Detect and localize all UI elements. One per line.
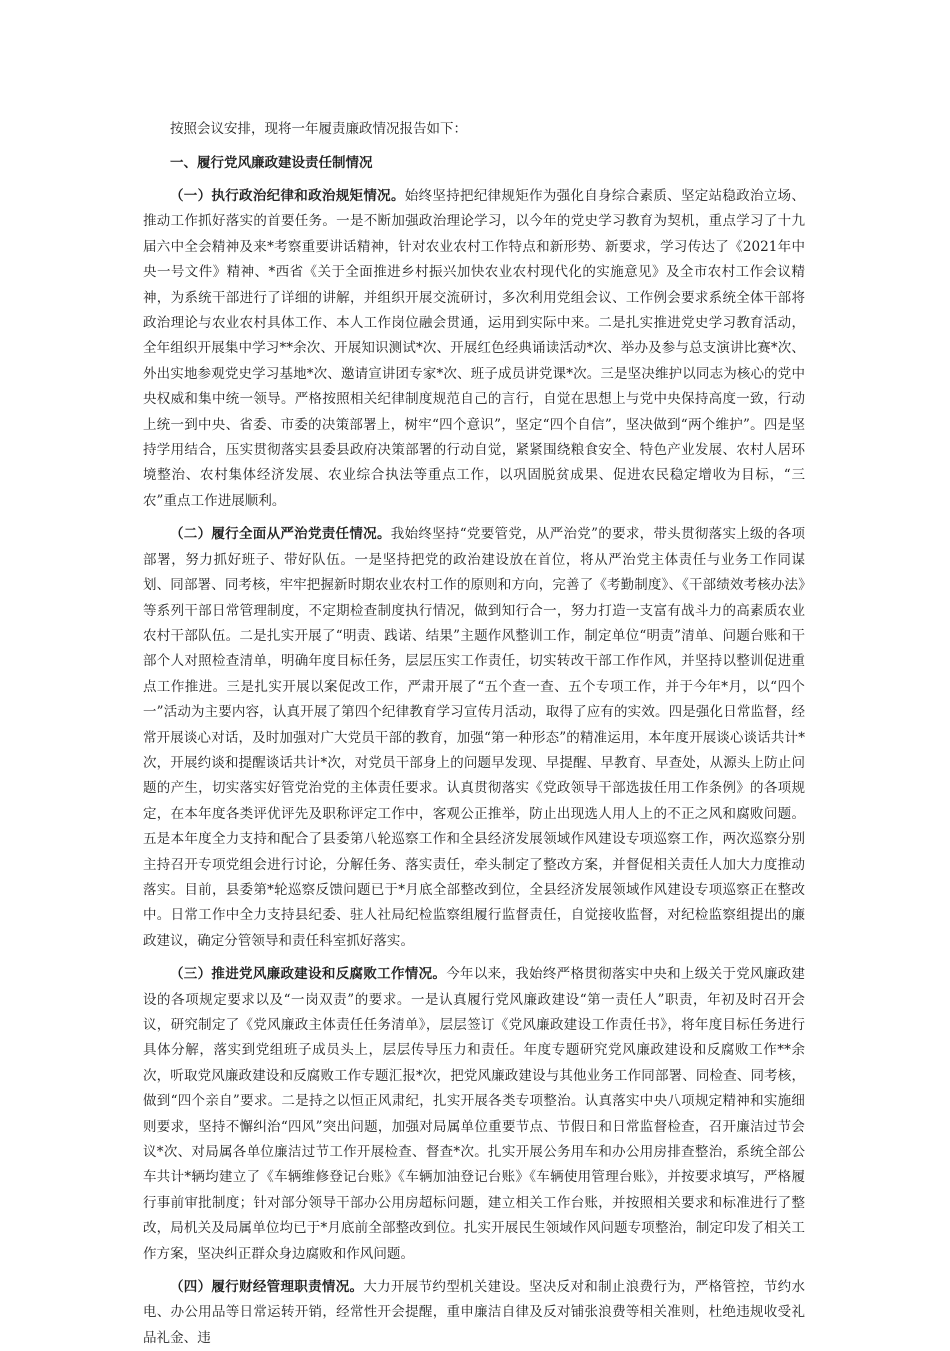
paragraph-party-governance (143, 522, 805, 954)
paragraph-body: 我始终坚持“党要管党，从严治党”的要求，带头贯彻落实上级的各项部署，努力抓好班子、带好队伍。一是坚持把党的政治建设放在首位，将从严治党主体责任与业务工作同谋划、同部署、同考核，牢牢把握新时期农业农村工作的原则和方向，完善了《考勤制度》、《干部绩效考核办法》等系列干部日常管理制度，不定期检查制度执行情况，做到知行合一，努力打造一支富有战斗力的高素质农业农村干部队伍。二是扎实开展了“明责、践诺、结果”主题作风整训工作，制定单位“明责”清单、问题台账和干部个人对照检查清单，明确年度目标任务，层层压实工作责任，切实转改干部工作作风，并坚持以整训促进重点工作推进。三是扎实开展以案促改工作，严肃开展了“五个查一查、五个专项工作，并于今年*月，以“四个一”活动为主要内容，认真开展了第四个纪律教育学习宣传月活动，取得了应有的实效。四是强化日常监督，经常开展谈心对话，及时加强对广大党员干部的教育，加强“第一种形态”的精准运用，本年度开展谈心谈话共计*次，开展约谈和提醒谈话共计*次，对党员干部身上的问题早发现、早提醒、早教育、早查处，从源头上防止问题的产生，切实落实好管党治党的主体责任要求。认真贯彻落实《党政领导干部选拔任用工作条例》的各项规定，在本年度各类评优评先及职称评定工作中，客观公正推举，防止出现选人用人上的不正之风和腐败问题。五是本年度全力支持和配合了县委第八轮巡察工作和全县经济发展领域作风建设专项巡察工作，两次巡察分别主持召开专项党组会进行讨论，分解任务、落实责任，牵头制定了整改方案，并督促相关责任人加大力度推动落实。目前，县委第*轮巡察反馈问题已于*月底全部整改到位，全县经济发展领域作风建设专项巡察正在整改中。日常工作中全力支持县纪委、驻人社局纪检监察组履行监督责任，自觉接收监督，对纪检监察组提出的廉政建议，确定分管领导和责任科室抓好落实。 (143, 526, 805, 949)
paragraph-political-discipline (143, 184, 805, 514)
paragraph-anti-corruption (143, 962, 805, 1267)
subheading-political-discipline: （一）执行政治纪律和政治规矩情况。 (170, 188, 405, 204)
paragraph-body: 始终坚持把纪律规矩作为强化自身综合素质、坚定站稳政治立场、推动工作抓好落实的首要任务。一是不断加强政治理论学习，以今年的党史学习教育为契机，重点学习了十九届六中全会精神及来*考察重要讲话精神，针对农业农村工作特点和新形势、新要求，学习传达了《2021年中央一号文件》精神、*西省《关于全面推进乡村振兴加快农业农村现代化的实施意见》及全市农村工作会议精神，为系统干部进行了详细的讲解，并组织开展交流研讨，多次利用党组会议、工作例会要求系统全体干部将政治理论与农业农村具体工作、本人工作岗位融会贯通，运用到实际中来。二是扎实推进党史学习教育活动，全年组织开展集中学习**余次、开展知识测试*次、开展红色经典诵读活动*次、举办及参与总支演讲比赛*次、外出实地参观党史学习基地*次、邀请宣讲团专家*次、班子成员讲党课*次。三是坚决维护以同志为核心的党中央权威和集中统一领导。严格按照相关纪律制度规范自己的言行，自觉在思想上与党中央保持高度一致，行动上统一到中央、省委、市委的决策部署上，树牢“四个意识”，坚定“四个自信”，坚决做到“两个维护”。四是坚持学用结合，压实贯彻落实县委县政府决策部署的行动自觉，紧紧围绕粮食安全、特色产业发展、农村人居环境整治、农村集体经济发展、农业综合执法等重点工作，以巩固脱贫成果、促进农民稳定增收为目标，“三农”重点工作进展顺利。 (143, 188, 805, 509)
intro-paragraph: 按照会议安排，现将一年履责廉政情况报告如下： (170, 121, 467, 137)
subheading-anti-corruption: （三）推进党风廉政建设和反腐败工作情况。 (170, 966, 447, 983)
subheading-party-governance: （二）履行全面从严治党责任情况。 (170, 526, 391, 543)
paragraph-body: 大力开展节约型机关建设。坚决反对和制止浪费行为，严格管控，节约水电、办公用品等日常运转开销，经常性开会提醒，重申廉洁自律及反对铺张浪费等相关准则，杜绝违规收受礼品礼金、违 (143, 1279, 805, 1346)
document-page (143, 116, 805, 1351)
paragraph-body: 今年以来，我始终严格贯彻落实中央和上级关于党风廉政建设的各项规定要求以及“一岗双责”的要求。一是认真履行党风廉政建设“第一责任人”职责，年初及时召开会议，研究制定了《党风廉政主体责任任务清单》，层层签订《党风廉政建设工作责任书》，将年度目标任务进行具体分解，落实到党组班子成员头上，层层传导压力和责任。年度专题研究党风廉政建设和反腐败工作**余次，听取党风廉政建设和反腐败工作专题汇报*次，把党风廉政建设与其他业务工作同部署、同检查、同考核，做到“四个亲自”要求。二是持之以恒正风肃纪，扎实开展各类专项整治。认真落实中央八项规定精神和实施细则要求，坚持不懈纠治“四风”突出问题，加强对局属单位重要节点、节假日和日常监督检查，召开廉洁过节会议*次、对局属各单位廉洁过节工作开展检查、督查*次。扎实开展公务用车和办公用房排查整治，系统全部公车共计*辆均建立了《车辆维修登记台账》《车辆加油登记台账》《车辆使用管理台账》，并按要求填写，严格履行事前审批制度；针对部分领导干部办公用房超标问题，建立相关工作台账，并按照相关要求和标准进行了整改，局机关及局属单位均已于*月底前全部整改到位。扎实开展民生领域作风问题专项整治，制定印发了相关工作方案，坚决纠正群众身边腐败和作风问题。 (143, 966, 805, 1262)
section-heading: 一、履行党风廉政建设责任制情况 (170, 155, 373, 171)
subheading-finance-duty: （四）履行财经管理职责情况。 (170, 1279, 364, 1296)
paragraph-finance-duty (143, 1275, 805, 1351)
